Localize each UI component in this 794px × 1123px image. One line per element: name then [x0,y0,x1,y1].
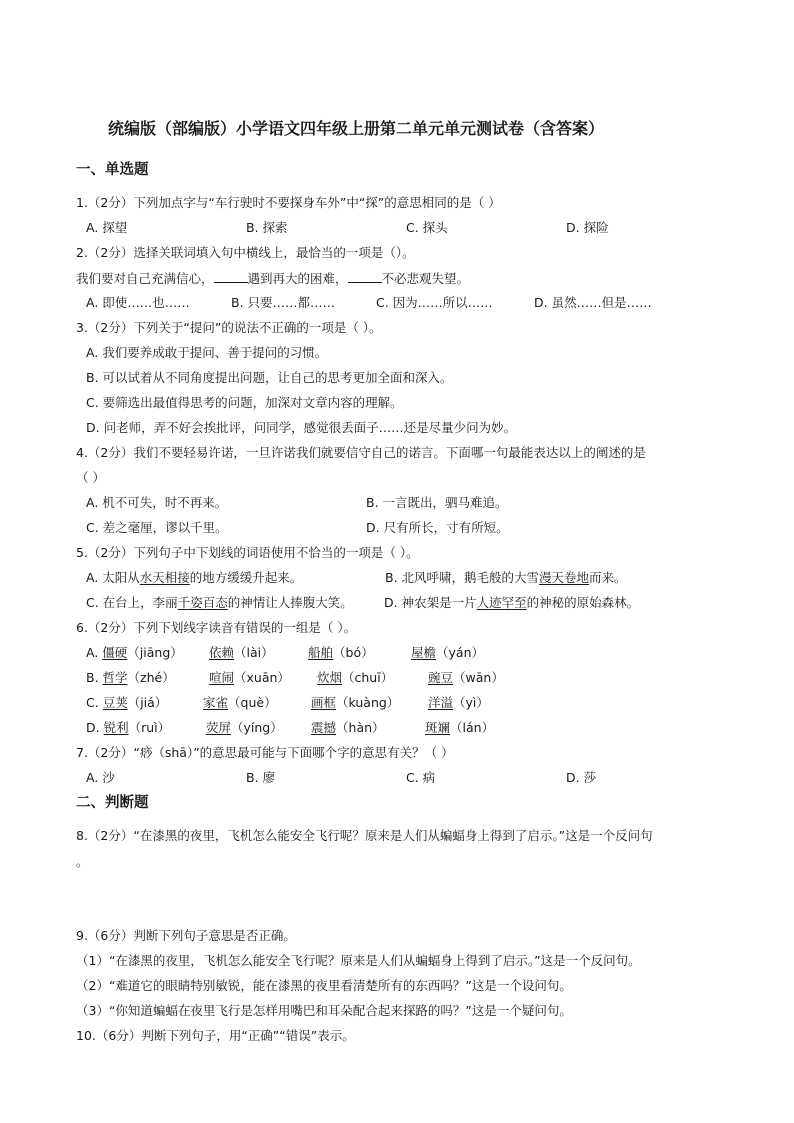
underlined-phrase: 水天相接 [139,570,190,585]
question-6-a-word1 [86,647,183,660]
underlined-word: 僵硬 [102,645,128,660]
question-7-option-d: D. 莎 [566,770,597,785]
pinyin: （jiá） [127,695,168,710]
section-true-false: 二、判断题 [76,795,149,811]
option-letter: B. [86,670,103,685]
pinyin: （xuān） [234,670,290,685]
pinyin: （wān） [453,670,504,685]
question-6-c-word3 [311,697,399,710]
pinyin: （bó） [333,645,374,660]
pinyin: （hàn） [336,720,385,735]
question-6-c-word1 [86,697,167,710]
option-text: B. 北风呼啸，鹅毛般的大雪 [385,570,540,585]
option-text: 而来。 [589,570,627,585]
question-6-b-word4 [428,672,504,685]
question-10-stem: 10.（6分）判断下列句子，用“正确”“错误”表示。 [76,1028,355,1043]
question-9-stem: 9.（6分）判断下列句子意思是否正确。 [76,928,296,943]
question-3-option-d: D. 问老师，弄不好会挨批评，问同学，感觉很丢面子……还是尽量少问为妙。 [86,420,517,435]
question-7-stem: 7.（2分）“痧（shā）”的意思最可能与下面哪个字的意思有关？（ ） [76,745,454,760]
question-6-a-word3 [308,647,374,660]
question-2-sentence [76,272,469,286]
underlined-word: 哲学 [102,670,128,685]
underlined-word: 依赖 [209,645,235,660]
question-5-option-a [86,572,302,585]
question-1-option-a: A. 探望 [86,220,128,235]
pinyin: （què） [228,695,277,710]
question-1-option-c: C. 探头 [406,220,448,235]
pinyin: （chuī） [342,670,394,685]
underlined-phrase: 人迹罕至 [476,595,527,610]
underlined-word: 斑斓 [425,720,451,735]
question-4-stem-cont: （ ） [76,470,105,485]
option-text: 的地方缓缓升起来。 [189,570,303,585]
pinyin: （yíng） [231,720,283,735]
pinyin: （yán） [436,645,484,660]
question-3-option-c: C. 要筛选出最值得思考的问题，加深对文章内容的理解。 [86,395,403,410]
question-6-c-word4 [428,697,489,710]
question-4-stem: 4.（2分）我们不要轻易许诺，一旦许诺我们就要信守自己的诺言。下面哪一句最能表达以上的阐述的是 [76,445,646,460]
question-1-stem: 1.（2分）下列加点字与“车行驶时不要探身车外”中“探”的意思相同的是（ ） [76,195,501,210]
question-2-option-b: B. 只要……都…… [231,295,336,310]
option-text: A. 太阳从 [86,570,140,585]
pinyin: （yì） [453,695,489,710]
underlined-word: 家雀 [203,695,229,710]
sentence-part: 遇到再大的困难， [247,271,348,286]
question-3-stem: 3.（2分）下列关于“提问”的说法不正确的一项是（ ）。 [76,320,382,335]
pinyin: （lài） [234,645,274,660]
option-text: 的神情让人捧腹大笑。 [227,595,353,610]
pinyin: （jiāng） [127,645,183,660]
question-6-d-word2 [206,722,283,735]
question-9-item-1: （1）“在漆黑的夜里，飞机怎么能安全飞行呢？原来是人们从蝙蝠身上得到了启示。”这是一个反问句。 [76,953,641,968]
question-1-option-b: B. 探索 [246,220,288,235]
question-6-b-word3 [317,672,393,685]
question-7-option-a: A. 沙 [86,770,115,785]
question-9-item-2: （2）“难道它的眼睛特别敏锐，能在漆黑的夜里看清楚所有的东西吗？”这是一个设问句。 [76,978,572,993]
pinyin: （zhé） [127,670,175,685]
question-2-stem: 2.（2分）选择关联词填入句中横线上，最恰当的一项是（）。 [76,245,415,260]
question-6-a-word2 [209,647,274,660]
underlined-word: 洋溢 [428,695,454,710]
underlined-word: 豆荚 [102,695,128,710]
question-4-option-c: C. 差之毫厘，谬以千里。 [86,520,228,535]
underlined-word: 豌豆 [428,670,454,685]
question-6-d-word3 [311,722,385,735]
underlined-phrase: 漫天卷地 [539,570,590,585]
underlined-word: 船舶 [308,645,334,660]
question-6-c-word2 [203,697,277,710]
question-8-stem-cont: 。 [76,854,89,869]
question-8-stem: 8.（2分）“在漆黑的夜里，飞机怎么能安全飞行呢？原来是人们从蝙蝠身上得到了启示。”这是一个反问句 [76,828,653,843]
question-5-option-c [86,597,353,610]
option-text: C. 在台上，李丽 [86,595,178,610]
pinyin: （lán） [450,720,495,735]
question-2-option-a: A. 即使……也…… [86,295,190,310]
question-5-option-d [384,597,639,610]
underlined-word: 喧闹 [209,670,235,685]
option-text: 的神秘的原始森林。 [526,595,640,610]
question-7-option-c: C. 病 [406,770,436,785]
question-5-stem: 5.（2分）下列句子中下划线的词语使用不恰当的一项是（ ）。 [76,545,419,560]
question-5-option-b [385,572,627,585]
option-letter: C. [86,695,103,710]
question-6-a-word4 [411,647,484,660]
question-2-option-c: C. 因为……所以…… [376,295,493,310]
sentence-part: 我们要对自己充满信心， [76,271,214,286]
section-single-choice: 一、单选题 [76,162,149,178]
underlined-word: 画框 [311,695,337,710]
option-letter: A. [86,645,103,660]
question-4-option-d: D. 尺有所长，寸有所短。 [366,520,509,535]
page-title: 统编版（部编版）小学语文四年级上册第二单元单元测试卷（含答案） [108,119,605,138]
pinyin: （ruì） [128,720,171,735]
underlined-word: 炊烟 [317,670,343,685]
underlined-word: 锐利 [103,720,129,735]
underlined-phrase: 千姿百态 [177,595,228,610]
pinyin: （kuàng） [336,695,400,710]
question-4-option-b: B. 一言既出，驷马难追。 [366,495,508,510]
question-6-b-word1 [86,672,175,685]
question-3-option-b: B. 可以试着从不同角度提出问题，让自己的思考更加全面和深入。 [86,370,453,385]
question-6-d-word4 [425,722,494,735]
question-9-item-3: （3）“你知道蝙蝠在夜里飞行是怎样用嘴巴和耳朵配合起来探路的吗？”这是一个疑问句。 [76,1003,572,1018]
option-text: D. 神农架是一片 [384,595,477,610]
question-2-option-d: D. 虽然……但是…… [534,295,652,310]
underlined-word: 震撼 [311,720,337,735]
question-4-option-a: A. 机不可失，时不再来。 [86,495,228,510]
underlined-word: 荧屏 [206,720,232,735]
question-6-stem: 6.（2分）下列下划线字读音有错误的一组是（ ）。 [76,620,357,635]
question-1-option-d: D. 探险 [566,220,609,235]
underlined-word: 屋檐 [411,645,437,660]
question-6-d-word1 [86,722,170,735]
question-6-b-word2 [209,672,290,685]
fill-blank [214,272,248,283]
question-7-option-b: B. 廖 [246,770,276,785]
fill-blank [348,272,382,283]
sentence-part: 不必悲观失望。 [381,271,470,286]
option-letter: D. [86,720,104,735]
question-3-option-a: A. 我们要养成敢于提问、善于提问的习惯。 [86,345,328,360]
